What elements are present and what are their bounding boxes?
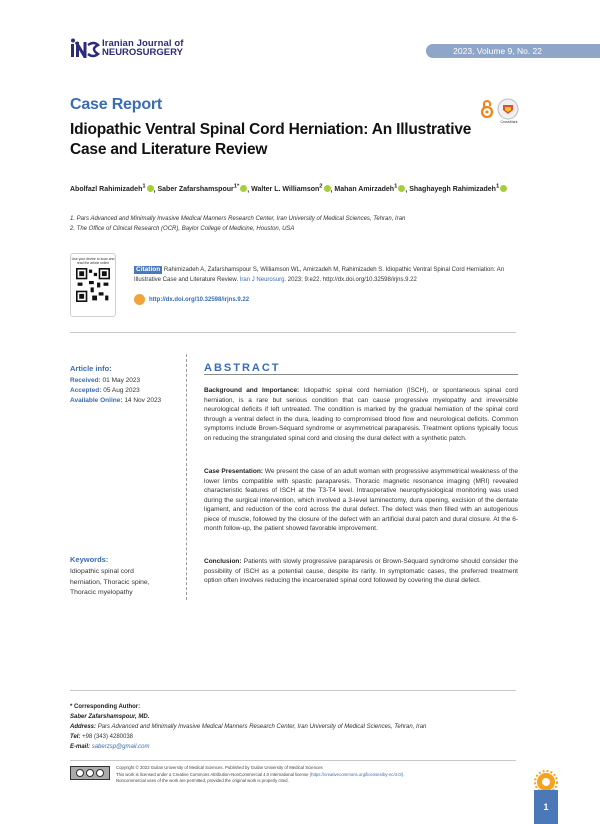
doi-icon <box>134 294 145 305</box>
author-list: Abolfazl Rahimizadeh$^1$ , Saber Zafarshamspour$^{1*}$ , Walter L. Williamson$^2$ , Mahan Amirzadeh$^1$ , Shaghayegh Rahimizadeh$^1$ <box>70 184 507 193</box>
author[interactable]: Saber Zafarshamspour$^{1*}$ <box>157 184 240 194</box>
journal-logo <box>70 38 184 58</box>
author[interactable]: Abolfazl Rahimizadeh$^1$ <box>70 184 146 194</box>
crossmark-icon[interactable] <box>497 96 519 122</box>
article-info-dates <box>70 376 161 406</box>
accepted-date: Accepted: 05 Aug 2023 <box>70 387 140 394</box>
keywords-heading: Keywords: <box>70 555 109 564</box>
author[interactable]: Mahan Amirzadeh$^1$ <box>334 184 398 194</box>
abstract-rule <box>204 374 518 375</box>
abstract-case: Case Presentation: We present the case of an adult woman with progressive asymmetrical weakness of the lower limbs compatible with spastic paraparesis. Thoracic magnetic resonance imaging (MRI) revealed characteristic features of ISCH at the T3-T4 level. Intraoperative neurophysiological monitoring was used during the surgical intervention, which involved a 3-level laminectomy, dura opening, excision of the dentate ligament, and reduction of the cord across the dural defect. The defect was then filled with an autogenous piece of muscle, followed by the closure of the defect with an artificial dural patch and dural closure. At the 6-month follow-up, the patient showed favorable improvement. <box>204 468 518 532</box>
journal-name-line1: Iranian Journal of <box>102 38 184 49</box>
issue-band: 2023, Volume 9, No. 22 <box>426 44 600 58</box>
orcid-icon[interactable] <box>398 185 405 192</box>
author[interactable]: Walter L. Williamson$^2$ <box>251 184 323 194</box>
article-title: Idiopathic Ventral Spinal Cord Herniation: An Illustrative Case and Literature Review <box>70 121 472 158</box>
ijns-logo-icon <box>70 38 100 58</box>
corr-tel: Tel: +98 (343) 4280038 <box>70 734 134 740</box>
abstract-heading: ABSTRACT <box>204 362 281 374</box>
footer-divider <box>70 760 516 761</box>
affiliation: 2. The Office of Clinical Research (OCR), Baylor College of Medicine, Houston, USA <box>70 226 295 232</box>
divider <box>70 690 516 691</box>
abstract-background: Background and Importance: Idiopathic spinal cord herniation (ISCH), or spontaneous spinal cord herniation, is a rare but serious condition that can cause progressive myelopathy and irreversible neurological deficits if left untreated. The condition is marked by the gradual herniation of the spinal cord through a ventral defect in the dura, leading to compromised blood flow and neurological deficits. Common symptoms include Brown-Séquard syndrome or asymmetrical paraparesis. Treatment options typically focus on reducing the strangulated spinal cord and closing the dural defect with a synthetic patch. <box>204 387 519 442</box>
column-separator <box>186 354 187 600</box>
corr-name: Saber Zafarshamspour, MD. <box>70 714 150 720</box>
license-text: Copyright © 2023 Guilan University of Medical Sciences. Published by Guilan University of Medical Sciences This work is licensed under a Creative Commons Attribution-NonCommercial 4.0 International license (https://creativecommons.org/licenses/by-nc/4.0/). Noncommercial uses of the work are permitted, provided the original work is properly cited. <box>116 765 405 783</box>
orcid-icon[interactable] <box>147 185 154 192</box>
corr-email: E-mail: saberzsp@gmail.com <box>70 744 150 750</box>
citation-text: Rahimizadeh A, Zafarshamspour S, Williamson WL, Amirzadeh M, Rahimizadeh S. Idiopathic Ventral Spinal Cord Herniation: An Illustrative Case and Literature Review. <box>134 267 505 283</box>
orcid-icon[interactable] <box>240 185 247 192</box>
qr-label: Use your device to scan and read the article online <box>71 257 115 265</box>
article-type: Case Report <box>70 96 163 113</box>
corresponding-author <box>70 702 426 752</box>
divider <box>70 332 516 333</box>
available-date: Available Online: 14 Nov 2023 <box>70 397 162 404</box>
citation-journal: Iran J Neurosurg. <box>239 276 287 283</box>
author[interactable]: Shaghayegh Rahimizadeh$^1$ <box>409 184 500 194</box>
qr-code-icon[interactable] <box>76 268 110 302</box>
open-access-icon <box>480 99 494 119</box>
license-link[interactable]: (https://creativecommons.org/licenses/by-nc/4.0/). <box>309 771 405 777</box>
page-number: 1 <box>534 790 558 824</box>
corr-heading: * Corresponding Author: <box>70 704 141 710</box>
affiliation: 1. Pars Advanced and Minimally Invasive Medical Manners Research Center, Iran University of Medical Sciences, Tehran, Iran <box>70 216 406 222</box>
abstract-conclusion: Conclusion: Patients with slowly progressive paraparesis or Brown-Séquard syndrome should consider the possibility of ISCH as a potential cause, despite its rarity. In symptomatic cases, the preferred treatment option often involves reducing the incarcerated spinal cord followed by covering the dural defect. <box>204 558 518 584</box>
doi-line <box>134 294 249 305</box>
citation-block <box>134 266 518 285</box>
affiliations <box>70 214 405 234</box>
orcid-icon[interactable] <box>500 185 507 192</box>
journal-name-line2: NEUROSURGERY <box>102 47 183 58</box>
corr-address: Address: Pars Advanced and Minimally Invasive Medical Manners Research Center, Iran University of Medical Sciences, Tehran, Iran <box>70 724 427 730</box>
crossmark-label: CrossMark <box>500 120 518 124</box>
citation-badge: Citation <box>136 266 161 273</box>
orcid-icon[interactable] <box>324 185 331 192</box>
received-date: Received: 01 May 2023 <box>70 377 141 384</box>
keywords-list: Idiopathic spinal cord herniation, Thoracic spine, Thoracic myelopathy <box>70 568 150 596</box>
cc-by-nc-icon[interactable] <box>70 766 110 780</box>
article-info-heading: Article info: <box>70 364 112 373</box>
qr-code-box[interactable] <box>70 253 116 317</box>
doi-link[interactable]: http://dx.doi.org/10.32598/irjns.9.22 <box>149 296 250 303</box>
citation-tail: 2023; 9:e22. http://dx.doi.org/10.32598/irjns.9.22 <box>287 276 417 283</box>
